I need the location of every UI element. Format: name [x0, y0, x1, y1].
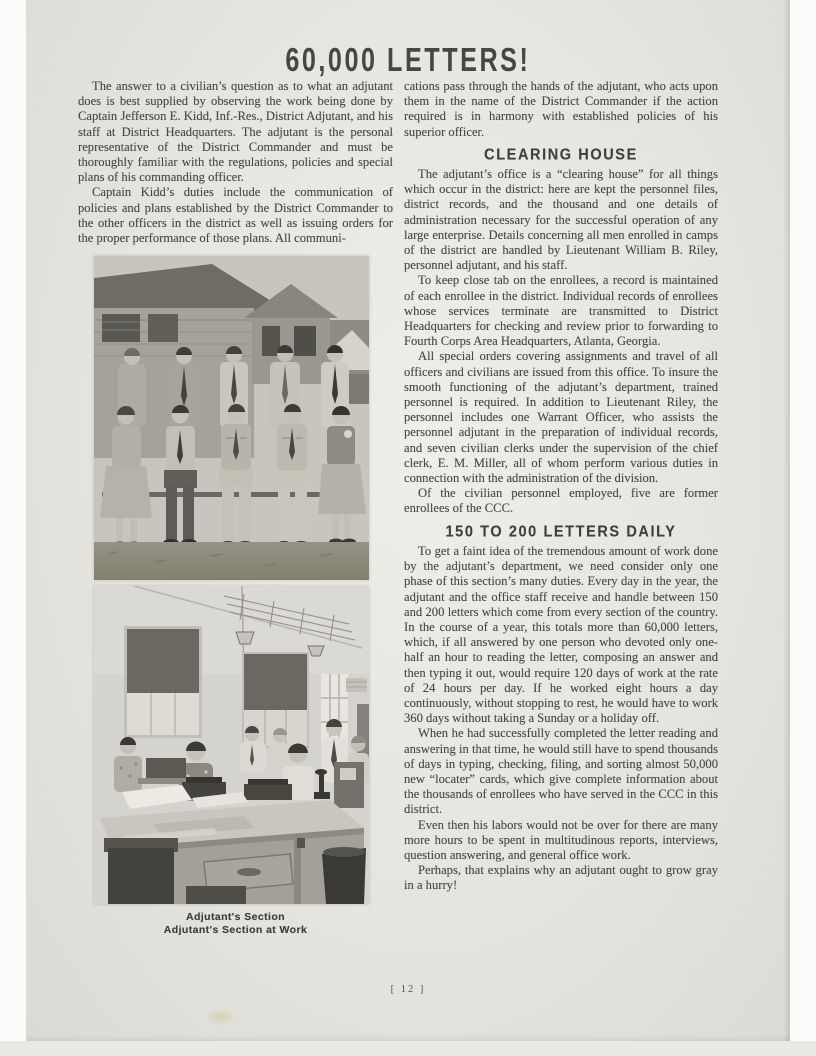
paragraph: Captain Kidd’s duties include the communication of policies and plans established by the District Commander to the other officers in the district as well as issuing orders for the proper performance of those plans. All communi-: [78, 185, 393, 246]
page-title-row: [88, 41, 728, 79]
photo-caption-line2: Adjutant's Section at Work: [163, 923, 308, 936]
page-title: 60,000 LETTERS!: [285, 41, 531, 79]
right-column: [404, 79, 718, 894]
paragraph: Of the civilian personnel employed, five are former enrollees of the CCC.: [404, 486, 718, 516]
photo-caption: [78, 911, 393, 936]
paper-page: [26, 0, 790, 1041]
paragraph: All special orders covering assignments and travel of all officers and civilians are issued from this office. To insure the smooth functioning of the adjutant’s department, trained personnel is required. In addition to Lieutenant Riley, the personnel includes one Warrant Officer, who assists the personnel adjutant in the preparation of individual records, and seven civilian clerks under the supervision of the chief clerk, E. M. Miller, all of whom perform various duties in connection with the administration of the division.: [404, 349, 718, 486]
group-portrait-photo: [94, 256, 369, 580]
scan-bottom-strip: [0, 1041, 816, 1056]
section-heading-clearing-house: CLEARING HOUSE: [484, 146, 638, 164]
group-portrait-illustration: [94, 256, 369, 580]
office-photo: [94, 586, 369, 904]
paragraph: cations pass through the hands of the adjutant, who acts upon them in the name of the District Commander if the action required is in harmony with established policies of his superior officer.: [404, 79, 718, 139]
section-heading-letters-daily: 150 TO 200 LETTERS DAILY: [445, 522, 677, 541]
paragraph: The answer to a civilian’s question as to what an adjutant does is best supplied by observing the work being done by Captain Jefferson E. Kidd, Inf.-Res., District Adjutant, and his staff at District Headquarters. The adjutant is the personal representative of the District Commander and must be thoroughly familiar with the regulations, policies and special plans of his commanding officer.: [78, 79, 393, 185]
paragraph: To get a faint idea of the tremendous amount of work done by the adjutant’s department, we need consider only one phase of this section’s many duties. Every day in the year, the adjutant and the office staff receive and handle between 150 and 200 letters which come from every section of the country. In the course of a year, this totals more than 60,000 letters, which, if all answered by one person who devoted only one-half an hour to reading the letter, composing an answer and then typing it out, would require 120 days of work at the rate of 24 hours per day. If he worked eight hours a day continuously, without stopping to rest, he would have to work 360 days without taking a Sunday or a holiday off.: [404, 543, 718, 726]
paragraph: Even then his labors would not be over for there are many more hours to be spent in multitudinous reports, interviews, question answering, and general office work.: [404, 817, 718, 862]
paper-stain: [206, 1008, 236, 1026]
page-edge-shadow-right: [783, 0, 790, 1041]
paragraph: When he had successfully completed the letter reading and answering in that time, he would still have to spend thousands of days in typing, checking, filing, and sorting almost 50,000 new “locater” cards, which give complete information about the thousands of enrollees who have served in the CCC in this district.: [404, 726, 718, 817]
grass-foreground: [94, 542, 369, 580]
paragraph: To keep close tab on the enrollees, a record is maintained of each enrollee in the district. Individual records of enrollees whose services terminate are transmitted to District Headquarters for checking and review prior to forwarding to Fourth Corps Area Headquarters, Atlanta, Georgia.: [404, 273, 718, 349]
paragraph: Perhaps, that explains why an adjutant ought to grow gray in a hurry!: [404, 863, 718, 893]
left-column: [78, 79, 393, 936]
paragraph: The adjutant’s office is a “clearing house” for all things which occur in the district: here are kept the personnel files, district records, and the thousand and one details of administration necessary for the successful operation of any large enterprise. Details concerning all men enrolled in camps of the district are handled by Lieutenant William B. Riley, personnel adjutant, and his staff.: [404, 167, 718, 273]
photo-caption-line1: Adjutant's Section: [186, 911, 285, 924]
foreground-desk: [100, 800, 366, 904]
office-illustration: [94, 586, 369, 904]
page-number: [ 12 ]: [390, 984, 426, 995]
